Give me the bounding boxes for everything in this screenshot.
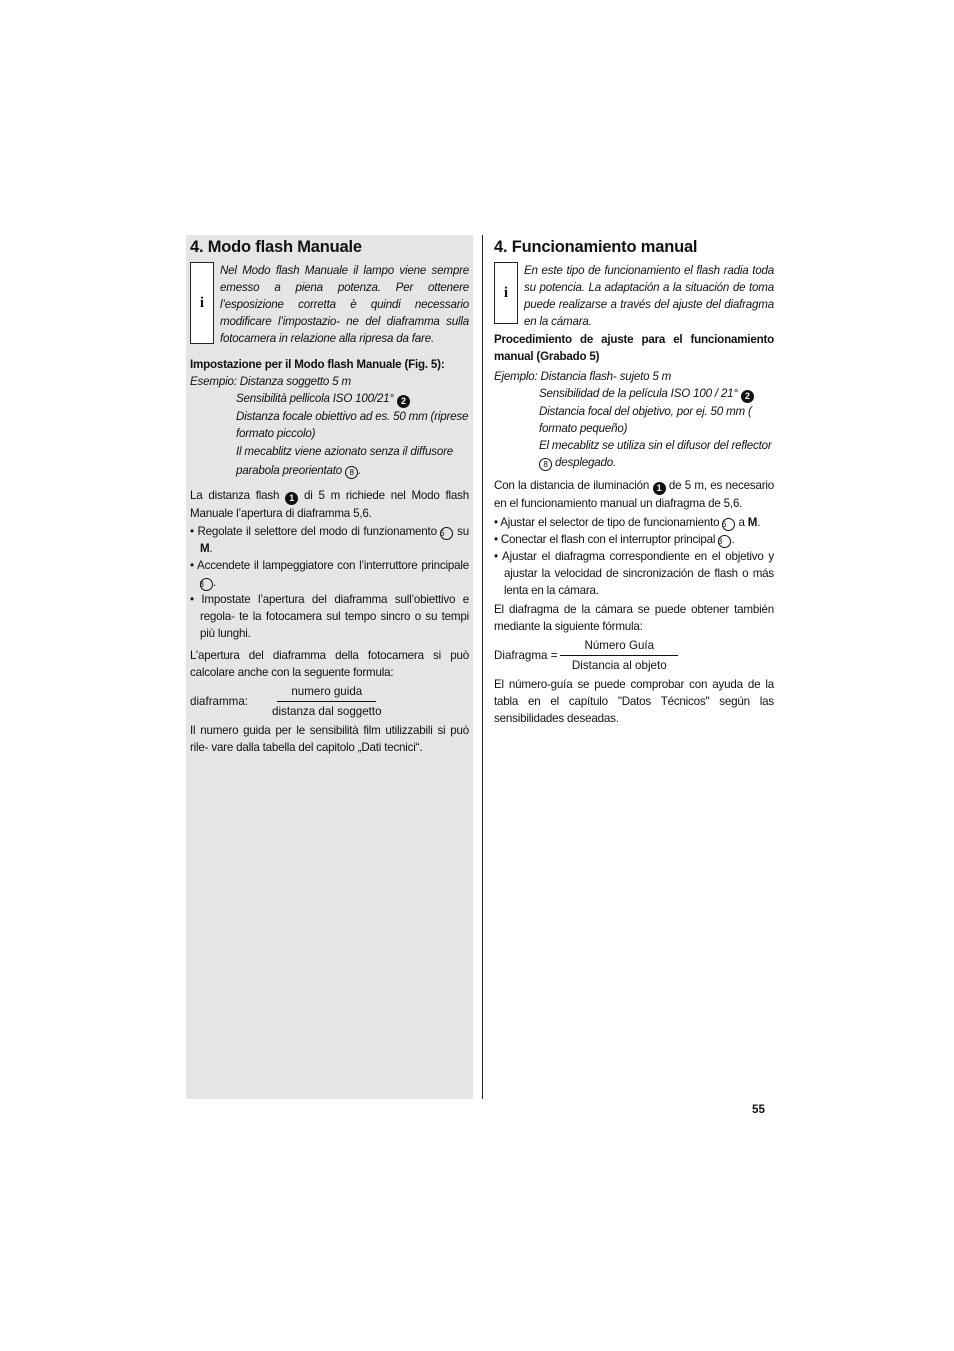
spanish-formula [494,639,774,672]
italian-example-line: Distanza focale obiettivo ad es. 50 mm (riprese formato piccolo) [236,410,469,440]
marker-2-icon: 2 [741,390,754,403]
page-number: 55 [752,1103,765,1116]
italian-info-text: Nel Modo flash Manuale il lampo viene sempre emesso a piena potenza. Per ottenere l’esposizione corretta è quindi necessario modificare l’impostazio- ne del diaframma sulla fotocamera in relazione alla ripresa da fare. [220,264,469,345]
spanish-column [489,235,779,727]
italian-bullet: • Regolate il selettore del modo di funzionamento 6 su M. [190,525,469,555]
italian-bullet: • Impostate l’apertura del diaframma sull’obiettivo e regola- te la fotocamera sul tempo sincro o su tempi più lunghi. [190,593,469,640]
italian-column [186,235,473,1099]
marker-1-icon: 1 [653,482,666,495]
italian-para3: Il numero guida per le sensibilità film utilizzabili si può rile- vare dalla tabella del capitolo „Dati tecnici“. [190,724,469,754]
spanish-bullet: • Conectar el flash con el interruptor principal 3 . [494,533,735,546]
italian-example-label: Esempio: Distanza soggetto 5 m [190,375,351,388]
spanish-para1: Con la distancia de iluminación 1 de 5 m, es necesario en el funcionamiento manual un diafragma de 5,6. [494,479,774,510]
spanish-example-line: Sensibilidad de la película ISO 100 / 21° 2 [494,385,774,403]
spanish-para2: El diafragma de la cámara se puede obtener también mediante la siguiente fórmula: [494,603,774,633]
italian-bullet: • Accendete il lampeggiatore con l’interruttore principale 3 . [190,559,469,589]
column-divider [482,235,483,1099]
info-icon: i [190,262,214,344]
formula-denominator: distanza dal soggetto [272,705,382,718]
marker-3-icon: 3 [718,535,731,548]
marker-3-icon: 3 [200,578,213,591]
marker-8-icon: 8 [345,466,358,479]
formula-label: diaframma: [190,695,248,708]
spanish-example-line: El mecablitz se utiliza sin el difusor del reflector [539,439,772,452]
spanish-example-line: 8 desplegado. [494,454,774,471]
marker-6-icon: 6 [440,527,453,540]
spanish-example-label: Ejemplo: Distancia flash- sujeto 5 m [494,370,672,383]
spanish-setting-heading: Procedimiento de ajuste para el funcionamiento manual (Grabado 5) [494,333,774,363]
italian-para1: La distanza flash 1 di 5 m richiede nel Modo flash Manuale l’apertura di diaframma 5,6. [190,489,469,520]
spanish-info-note [494,262,774,330]
italian-section-title: 4. Modo flash Manuale [190,238,362,256]
spanish-bullet: • Ajustar el selector de tipo de funcionamiento 6 a M. [494,516,761,529]
formula-label: Diafragma = [494,649,558,662]
marker-8-icon: 8 [539,458,552,471]
italian-example-line: Il mecablitz viene azionato senza il diffusore parabola preorientato 8 . [236,445,453,477]
formula-fraction [560,639,678,672]
formula-numerator: Número Guía [560,639,678,656]
marker-1-icon: 1 [285,492,298,505]
spanish-info-text: En este tipo de funcionamiento el flash radia toda su potencia. La adaptación a la situación de toma puede realizarse a través del ajuste del diafragma en la cámara. [524,264,774,328]
marker-2-icon: 2 [397,395,410,408]
info-icon: i [494,262,518,324]
formula-numerator: numero guida [277,685,376,702]
marker-6-icon: 6 [722,518,735,531]
spanish-para3: El número-guía se puede comprobar con ayuda de la tabla en el capítulo "Datos Técnicos" según las sensibilidades deseadas. [494,678,774,725]
italian-para2: L’apertura del diaframma della fotocamera si può calcolare anche con la seguente formula: [190,649,469,679]
italian-example-line: Sensibilità pellicola ISO 100/21° 2 [190,390,469,408]
formula-fraction [272,685,382,718]
spanish-bullet: • Ajustar el diafragma correspondiente en el objetivo y ajustar la velocidad de sincronización de flash o más lenta en la cámara. [494,550,774,597]
italian-setting-heading: Impostazione per il Modo flash Manuale (Fig. 5): [190,358,445,371]
italian-formula [190,685,469,718]
formula-denominator: Distancia al objeto [571,659,667,672]
spanish-section-title: 4. Funcionamiento manual [494,238,698,256]
italian-info-note [190,262,469,347]
spanish-example-line: Distancia focal del objetivo, por ej. 50 mm ( formato pequeño) [539,405,752,435]
